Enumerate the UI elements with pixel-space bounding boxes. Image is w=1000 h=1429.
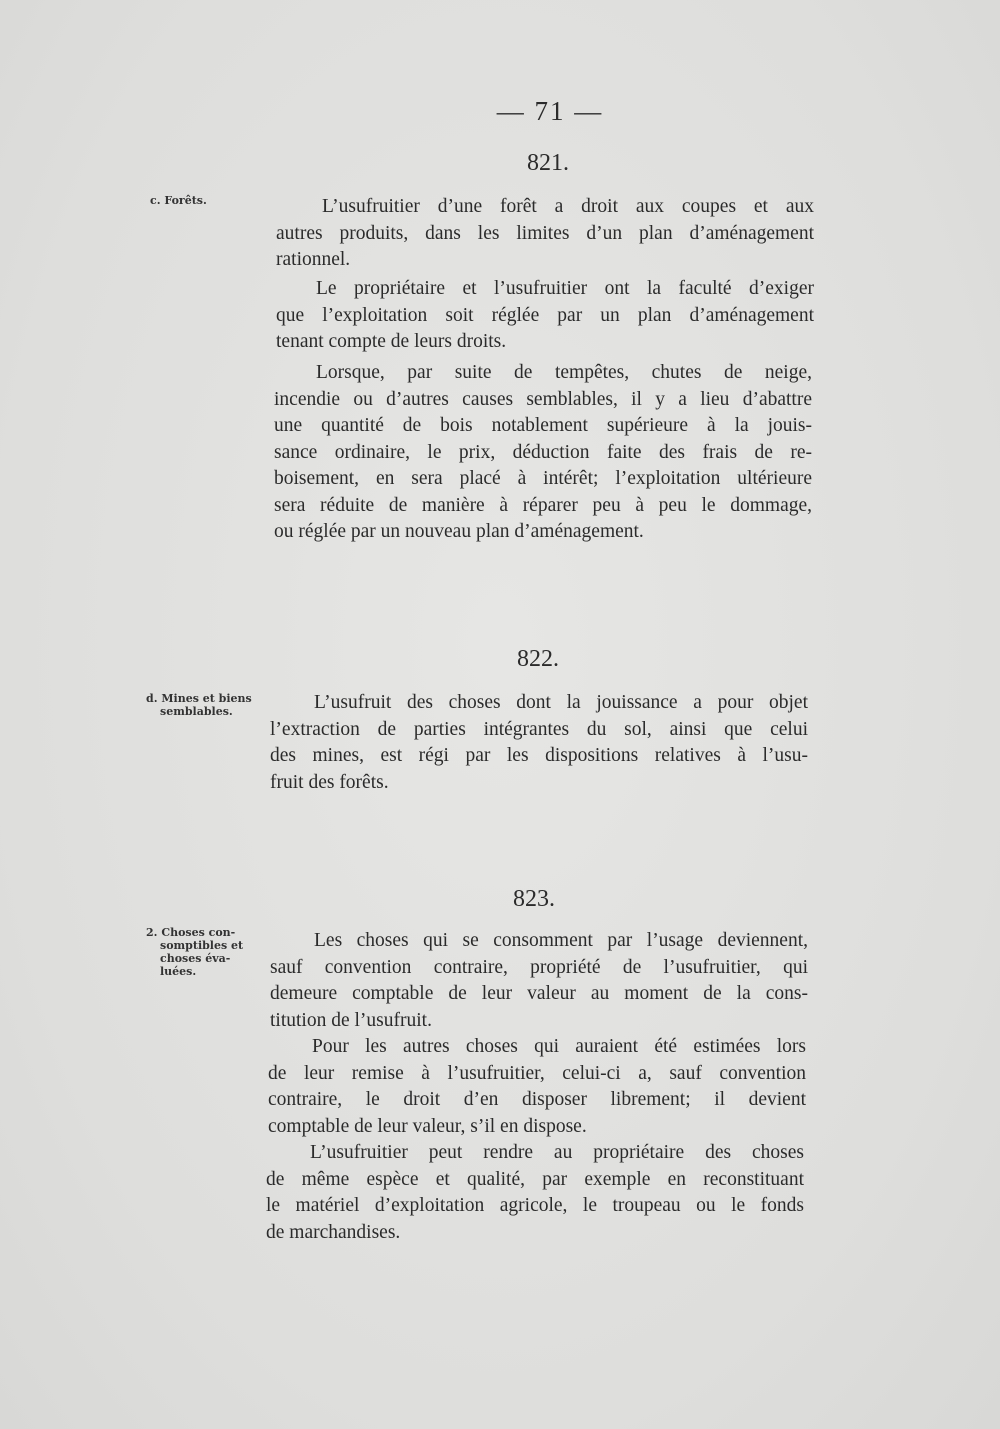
text-line: Les choses qui se consomment par l’usage deviennent,: [314, 930, 808, 951]
article-821-paragraph-2: [276, 276, 814, 356]
margin-note-line: c. Forêts.: [150, 194, 207, 207]
text-line: incendie ou d’autres causes semblables, il y a lieu d’abattre: [274, 388, 812, 410]
text-line: l’extraction de parties intégrantes du sol, ainsi que celui: [270, 718, 808, 740]
article-823-paragraph-3: [266, 1140, 804, 1246]
text-line: de marchandises.: [266, 1221, 401, 1243]
margin-note-forets: [150, 194, 270, 207]
margin-note-line: luées.: [160, 965, 197, 978]
article-823-paragraph-1: [270, 928, 808, 1034]
text-line: contraire, le droit d’en disposer librement; il devient: [268, 1089, 806, 1110]
text-line: le matériel d’exploitation agricole, le troupeau ou le fonds: [266, 1195, 804, 1216]
margin-note-line: d. Mines et biens: [146, 692, 252, 705]
text-line: ou réglée par un nouveau plan d’aménagement.: [274, 521, 644, 542]
text-line: sera réduite de manière à réparer peu à peu le dommage,: [274, 494, 812, 516]
article-822-paragraph-1: [270, 690, 808, 796]
text-line: autres produits, dans les limites d’un plan d’aménagement: [276, 222, 814, 244]
text-line: Pour les autres choses qui auraient été estimées lors: [312, 1036, 806, 1057]
text-line: titution de l’usufruit.: [270, 1009, 432, 1031]
article-number-823: 823.: [513, 886, 555, 912]
text-line: L’usufruitier peut rendre au propriétaire des choses: [310, 1142, 804, 1163]
article-821-paragraph-3: [274, 360, 812, 546]
article-number-822: 822.: [517, 646, 559, 672]
article-821-paragraph-1: [276, 194, 814, 274]
text-line: une quantité de bois notablement supérieure à la jouis-: [274, 415, 812, 436]
margin-note-choses-consomptibles: [146, 926, 266, 978]
text-line: rationnel.: [276, 249, 351, 270]
text-line: Le propriétaire et l’usufruitier ont la faculté d’exiger: [316, 278, 814, 299]
text-line: de même espèce et qualité, par exemple en reconstituant: [266, 1168, 804, 1190]
text-line: fruit des forêts.: [270, 771, 389, 793]
text-line: des mines, est régi par les dispositions relatives à l’usu-: [270, 745, 808, 766]
text-line: sance ordinaire, le prix, déduction faite des frais de re-: [274, 441, 812, 463]
margin-note-line: 2. Choses con-: [146, 926, 236, 939]
text-line: L’usufruitier d’une forêt a droit aux coupes et aux: [322, 196, 814, 217]
text-line: que l’exploitation soit réglée par un plan d’aménagement: [276, 304, 814, 326]
margin-note-line: semblables.: [160, 705, 233, 718]
text-line: Lorsque, par suite de tempêtes, chutes de neige,: [316, 362, 812, 383]
text-line: demeure comptable de leur valeur au moment de la cons-: [270, 983, 808, 1004]
text-line: L’usufruit des choses dont la jouissance a pour objet: [314, 692, 808, 713]
text-line: comptable de leur valeur, s’il en dispose.: [268, 1115, 587, 1137]
text-line: tenant compte de leurs droits.: [276, 331, 507, 352]
margin-note-line: choses éva-: [160, 952, 231, 965]
text-line: de leur remise à l’usufruitier, celui-ci a, sauf convention: [268, 1062, 806, 1084]
margin-note-mines: [146, 692, 266, 718]
text-line: boisement, en sera placé à intérêt; l’exploitation ultérieure: [274, 468, 812, 489]
article-823-paragraph-2: [268, 1034, 806, 1140]
article-number-821: 821.: [527, 150, 569, 176]
text-line: sauf convention contraire, propriété de l’usufruitier, qui: [270, 956, 808, 978]
margin-note-line: somptibles et: [160, 939, 244, 952]
page-number: — 71 —: [496, 96, 604, 126]
